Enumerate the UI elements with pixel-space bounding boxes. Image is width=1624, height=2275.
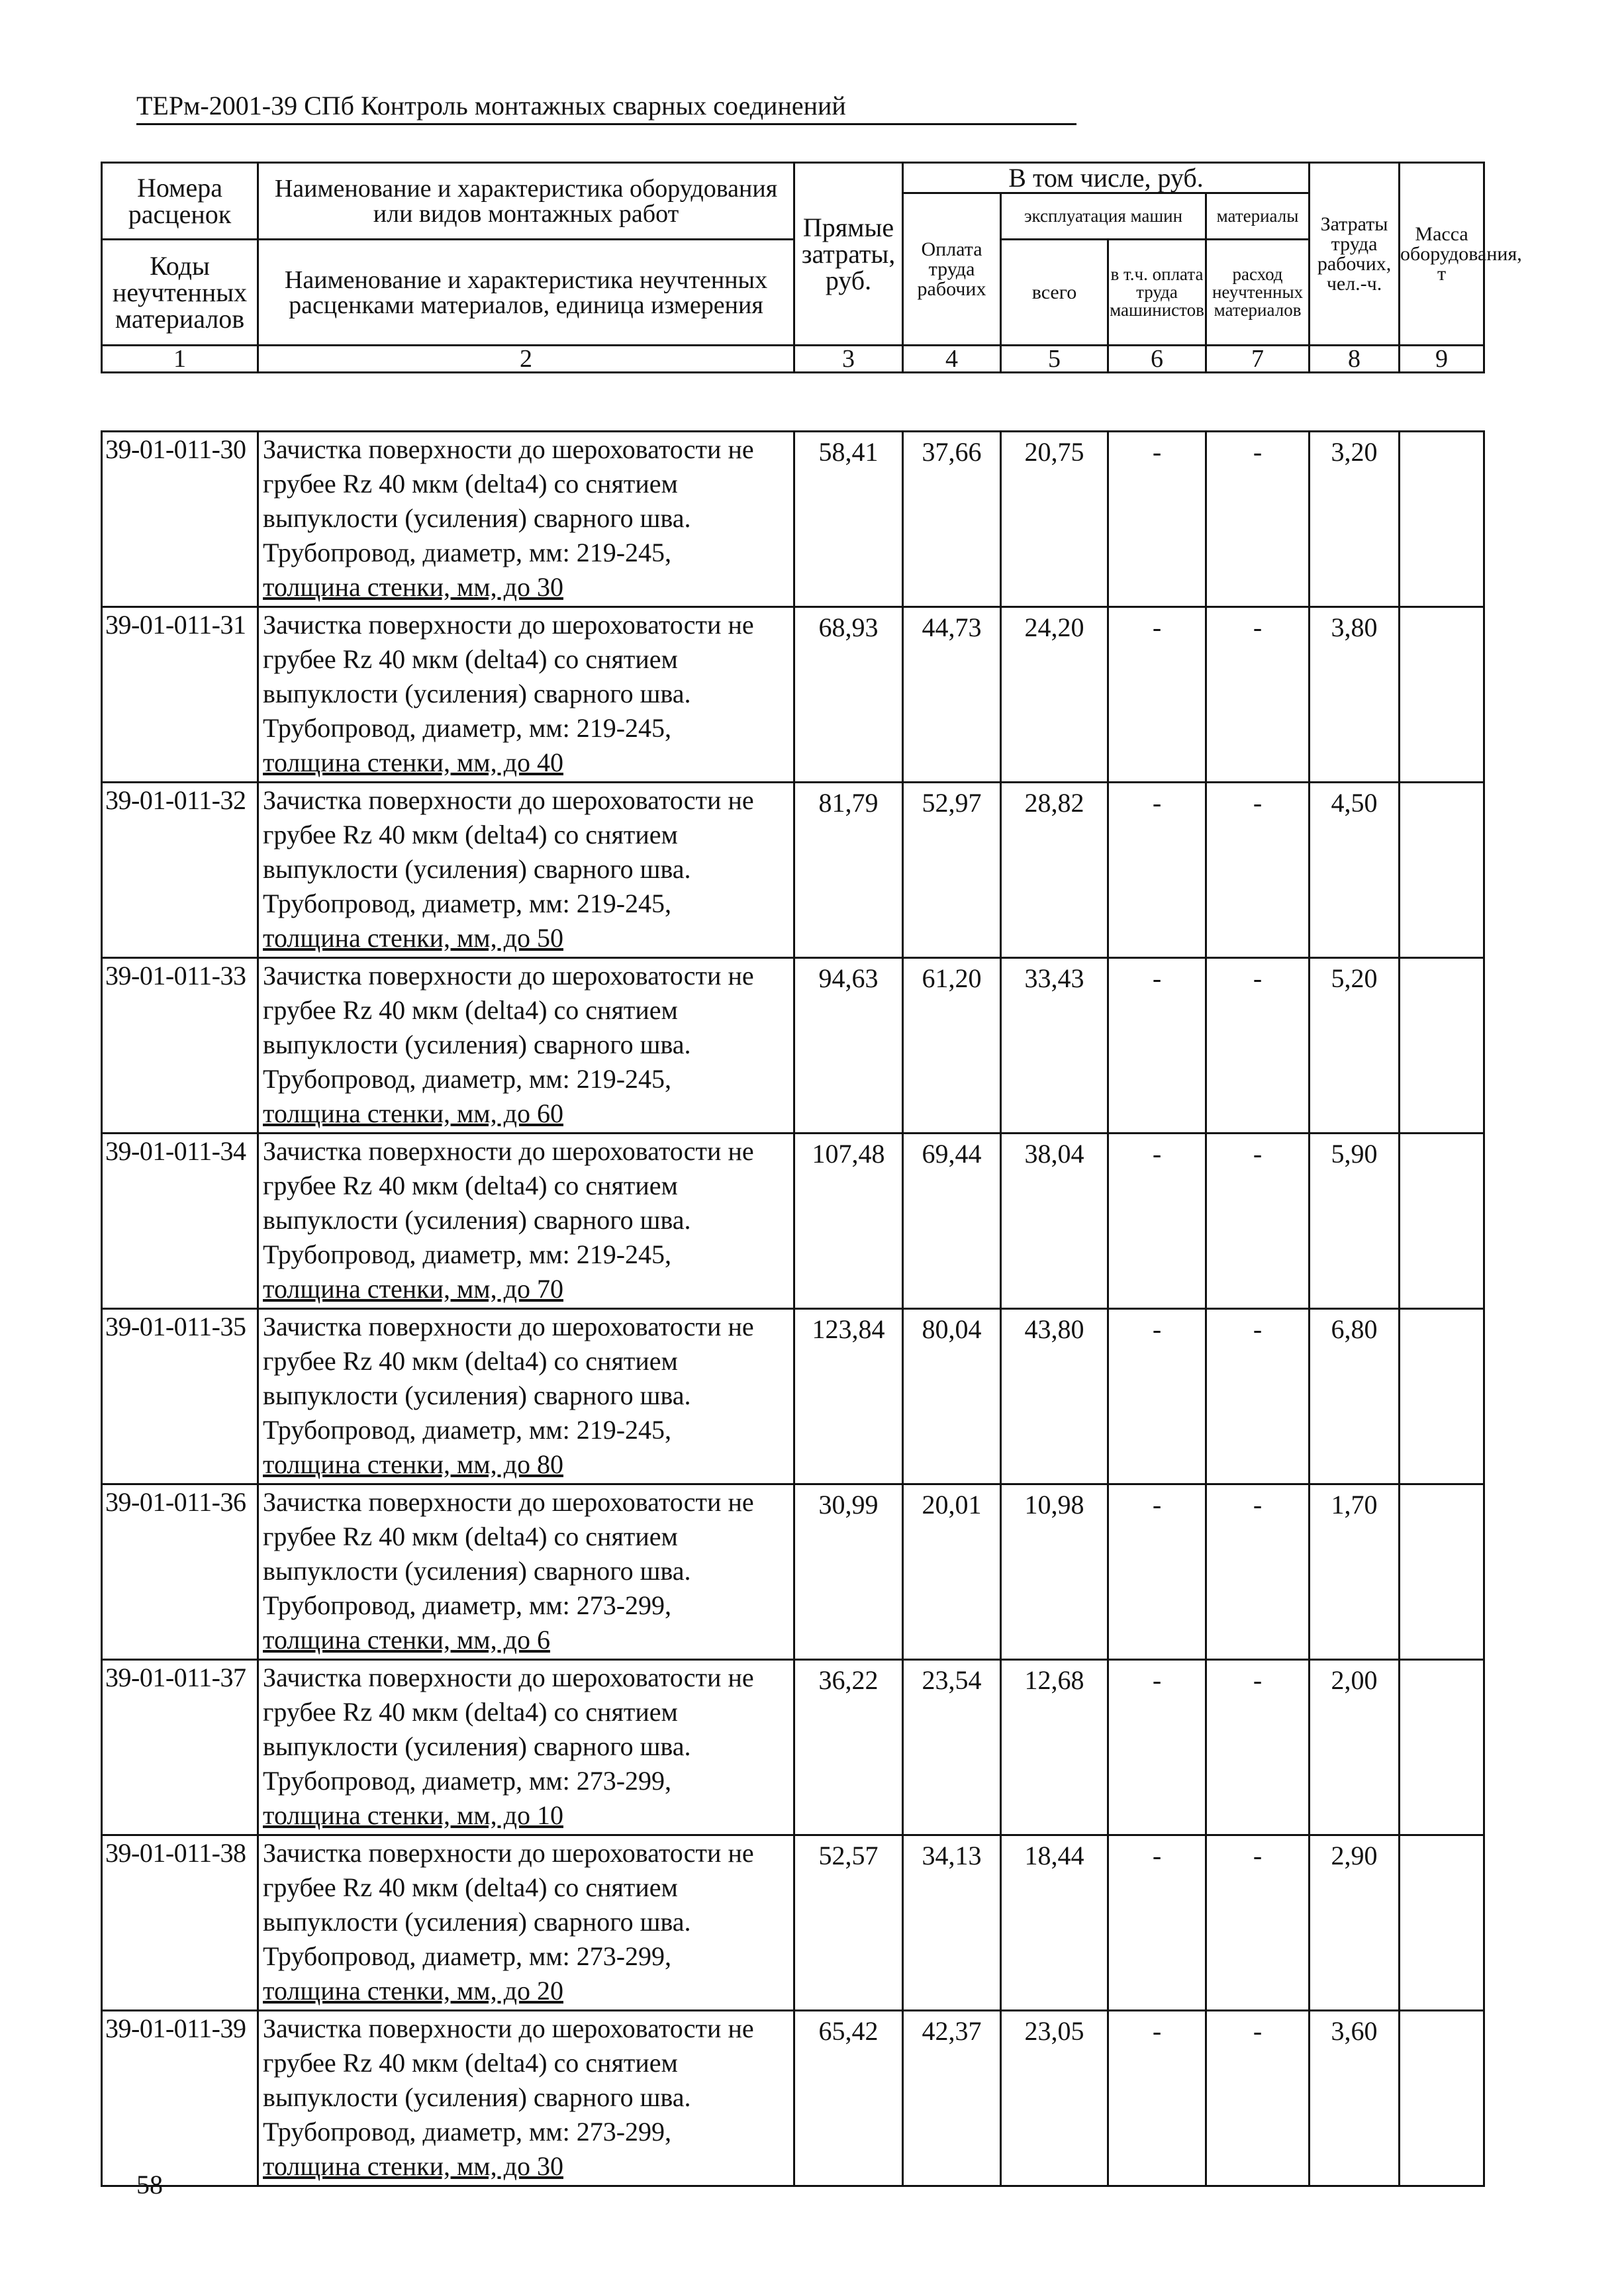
rate-description-cell — [258, 2011, 794, 2186]
col-materials-name-header: Наименование и характеристика неучтенных расценками материалов, единица измерения — [258, 240, 794, 346]
table-row — [102, 1660, 1484, 1835]
description-line: грубее Rz 40 мкм (delta4) со снятием — [263, 644, 678, 674]
rate-description-cell — [258, 1835, 794, 2011]
labor-pay-cell: 52,97 — [903, 783, 1001, 958]
col-rates-header: Номера расценок — [102, 163, 258, 240]
machinist-pay-cell: - — [1108, 783, 1206, 958]
rate-code-cell: 39-01-011-36 — [102, 1484, 258, 1660]
description-line: грубее Rz 40 мкм (delta4) со снятием — [263, 1346, 678, 1376]
direct-costs-cell: 52,57 — [794, 1835, 903, 2011]
table-row — [102, 958, 1484, 1134]
labor-pay-cell: 69,44 — [903, 1134, 1001, 1309]
page-title: ТЕРм-2001-39 СПб Контроль монтажных сварных соединений — [136, 90, 1076, 125]
machinist-pay-cell: - — [1108, 958, 1206, 1134]
description-line: выпуклости (усиления) сварного шва. — [263, 1731, 691, 1761]
direct-costs-cell: 58,41 — [794, 432, 903, 607]
col-labor-hours-header: Затраты труда рабочих, чел.-ч. — [1310, 163, 1400, 346]
col-machinist-pay-header: в т.ч. оплата труда машинистов — [1108, 240, 1206, 346]
labor-hours-cell: 1,70 — [1310, 1484, 1400, 1660]
col-direct-costs-header: Прямые затраты, руб. — [794, 163, 903, 346]
direct-costs-cell: 107,48 — [794, 1134, 903, 1309]
machines-total-cell: 33,43 — [1001, 958, 1108, 1134]
table-row — [102, 783, 1484, 958]
description-line: выпуклости (усиления) сварного шва. — [263, 503, 691, 533]
table-row — [102, 432, 1484, 607]
description-line: грубее Rz 40 мкм (delta4) со снятием — [263, 469, 678, 499]
direct-costs-cell: 65,42 — [794, 2011, 903, 2186]
col-number: 3 — [794, 346, 903, 373]
labor-pay-cell: 61,20 — [903, 958, 1001, 1134]
description-line: грубее Rz 40 мкм (delta4) со снятием — [263, 995, 678, 1025]
col-material-consumption-header: расход неучтенных материалов — [1206, 240, 1310, 346]
table-row — [102, 1309, 1484, 1484]
table-row — [102, 1134, 1484, 1309]
rate-description-cell — [258, 958, 794, 1134]
rate-code-cell: 39-01-011-31 — [102, 607, 258, 783]
labor-hours-cell: 2,90 — [1310, 1835, 1400, 2011]
machinist-pay-cell: - — [1108, 1309, 1206, 1484]
description-line: толщина стенки, мм, до 40 — [263, 748, 563, 777]
description-line: Трубопровод, диаметр, мм: 273-299, — [263, 1941, 672, 1971]
description-line: Трубопровод, диаметр, мм: 273-299, — [263, 1766, 672, 1796]
description-line: Зачистка поверхности до шероховатости не — [263, 610, 754, 640]
labor-pay-cell: 20,01 — [903, 1484, 1001, 1660]
col-number: 5 — [1001, 346, 1108, 373]
mass-cell — [1400, 1484, 1484, 1660]
description-line: выпуклости (усиления) сварного шва. — [263, 854, 691, 884]
description-line: толщина стенки, мм, до 80 — [263, 1449, 563, 1479]
material-consumption-cell: - — [1206, 1309, 1310, 1484]
description-line: толщина стенки, мм, до 6 — [263, 1625, 550, 1655]
description-line: выпуклости (усиления) сварного шва. — [263, 1556, 691, 1586]
rate-description-cell — [258, 1134, 794, 1309]
labor-pay-cell: 44,73 — [903, 607, 1001, 783]
mass-cell — [1400, 432, 1484, 607]
col-machines-header: эксплуатация машин — [1001, 193, 1206, 240]
col-number: 8 — [1310, 346, 1400, 373]
machinist-pay-cell: - — [1108, 2011, 1206, 2186]
labor-hours-cell: 5,20 — [1310, 958, 1400, 1134]
description-line: Зачистка поверхности до шероховатости не — [263, 2013, 754, 2043]
mass-cell — [1400, 1134, 1484, 1309]
direct-costs-cell: 94,63 — [794, 958, 903, 1134]
rate-code-cell: 39-01-011-34 — [102, 1134, 258, 1309]
description-line: выпуклости (усиления) сварного шва. — [263, 1030, 691, 1059]
description-line: Зачистка поверхности до шероховатости не — [263, 1663, 754, 1692]
machines-total-cell: 20,75 — [1001, 432, 1108, 607]
rate-code-cell: 39-01-011-39 — [102, 2011, 258, 2186]
direct-costs-cell: 123,84 — [794, 1309, 903, 1484]
description-line: выпуклости (усиления) сварного шва. — [263, 2082, 691, 2112]
table-row — [102, 607, 1484, 783]
description-line: Трубопровод, диаметр, мм: 219-245, — [263, 889, 672, 918]
machines-total-cell: 12,68 — [1001, 1660, 1108, 1835]
labor-hours-cell: 6,80 — [1310, 1309, 1400, 1484]
machines-total-cell: 43,80 — [1001, 1309, 1108, 1484]
description-line: толщина стенки, мм, до 70 — [263, 1274, 563, 1304]
rate-code-cell: 39-01-011-33 — [102, 958, 258, 1134]
machinist-pay-cell: - — [1108, 1134, 1206, 1309]
description-line: выпуклости (усиления) сварного шва. — [263, 1380, 691, 1410]
direct-costs-cell: 36,22 — [794, 1660, 903, 1835]
table-row — [102, 1484, 1484, 1660]
rate-description-cell — [258, 783, 794, 958]
description-line: Трубопровод, диаметр, мм: 273-299, — [263, 1590, 672, 1620]
mass-cell — [1400, 1309, 1484, 1484]
direct-costs-cell: 68,93 — [794, 607, 903, 783]
machinist-pay-cell: - — [1108, 432, 1206, 607]
rate-description-cell — [258, 1660, 794, 1835]
table-row — [102, 2011, 1484, 2186]
material-consumption-cell: - — [1206, 1484, 1310, 1660]
description-line: Зачистка поверхности до шероховатости не — [263, 961, 754, 991]
material-consumption-cell: - — [1206, 958, 1310, 1134]
labor-hours-cell: 5,90 — [1310, 1134, 1400, 1309]
machinist-pay-cell: - — [1108, 1484, 1206, 1660]
col-labor-pay-header: Оплата труда рабочих — [903, 193, 1001, 346]
mass-cell — [1400, 783, 1484, 958]
material-consumption-cell: - — [1206, 432, 1310, 607]
col-name-header: Наименование и характеристика оборудования или видов монтажных работ — [258, 163, 794, 240]
machines-total-cell: 28,82 — [1001, 783, 1108, 958]
machines-total-cell: 24,20 — [1001, 607, 1108, 783]
machines-total-cell: 18,44 — [1001, 1835, 1108, 2011]
col-mass-header: Масса оборудования, т — [1400, 163, 1484, 346]
description-line: Трубопровод, диаметр, мм: 219-245, — [263, 1064, 672, 1094]
description-line: Зачистка поверхности до шероховатости не — [263, 434, 754, 464]
labor-pay-cell: 42,37 — [903, 2011, 1001, 2186]
description-line: Зачистка поверхности до шероховатости не — [263, 1487, 754, 1517]
description-line: грубее Rz 40 мкм (delta4) со снятием — [263, 1171, 678, 1200]
material-consumption-cell: - — [1206, 2011, 1310, 2186]
col-group-header: В том числе, руб. — [903, 163, 1310, 193]
machinist-pay-cell: - — [1108, 1660, 1206, 1835]
table-row — [102, 1835, 1484, 2011]
direct-costs-cell: 81,79 — [794, 783, 903, 958]
machinist-pay-cell: - — [1108, 607, 1206, 783]
mass-cell — [1400, 607, 1484, 783]
rate-description-cell — [258, 607, 794, 783]
description-line: выпуклости (усиления) сварного шва. — [263, 1205, 691, 1235]
material-consumption-cell: - — [1206, 1134, 1310, 1309]
description-line: грубее Rz 40 мкм (delta4) со снятием — [263, 1522, 678, 1551]
rates-table — [101, 430, 1485, 2187]
col-number: 7 — [1206, 346, 1310, 373]
col-number: 6 — [1108, 346, 1206, 373]
rate-code-cell: 39-01-011-35 — [102, 1309, 258, 1484]
description-line: Трубопровод, диаметр, мм: 219-245, — [263, 1239, 672, 1269]
rate-description-cell — [258, 1484, 794, 1660]
machines-total-cell: 10,98 — [1001, 1484, 1108, 1660]
description-line: Трубопровод, диаметр, мм: 219-245, — [263, 1415, 672, 1445]
labor-hours-cell: 3,60 — [1310, 2011, 1400, 2186]
rate-code-cell: 39-01-011-30 — [102, 432, 258, 607]
description-line: толщина стенки, мм, до 50 — [263, 923, 563, 953]
description-line: толщина стенки, мм, до 60 — [263, 1098, 563, 1128]
material-consumption-cell: - — [1206, 1660, 1310, 1835]
col-number: 2 — [258, 346, 794, 373]
col-number: 1 — [102, 346, 258, 373]
direct-costs-cell: 30,99 — [794, 1484, 903, 1660]
rate-code-cell: 39-01-011-32 — [102, 783, 258, 958]
mass-cell — [1400, 2011, 1484, 2186]
description-line: выпуклости (усиления) сварного шва. — [263, 1907, 691, 1937]
description-line: толщина стенки, мм, до 10 — [263, 1800, 563, 1830]
description-line: выпуклости (усиления) сварного шва. — [263, 679, 691, 708]
col-materials-header: материалы — [1206, 193, 1310, 240]
description-line: толщина стенки, мм, до 30 — [263, 2151, 563, 2181]
description-line: Зачистка поверхности до шероховатости не — [263, 1312, 754, 1341]
machinist-pay-cell: - — [1108, 1835, 1206, 2011]
machines-total-cell: 38,04 — [1001, 1134, 1108, 1309]
machines-total-cell: 23,05 — [1001, 2011, 1108, 2186]
labor-pay-cell: 37,66 — [903, 432, 1001, 607]
labor-pay-cell: 34,13 — [903, 1835, 1001, 2011]
rate-description-cell — [258, 1309, 794, 1484]
labor-hours-cell: 2,00 — [1310, 1660, 1400, 1835]
labor-pay-cell: 23,54 — [903, 1660, 1001, 1835]
description-line: Трубопровод, диаметр, мм: 219-245, — [263, 713, 672, 743]
description-line: Трубопровод, диаметр, мм: 273-299, — [263, 2117, 672, 2147]
material-consumption-cell: - — [1206, 1835, 1310, 2011]
labor-hours-cell: 4,50 — [1310, 783, 1400, 958]
labor-hours-cell: 3,20 — [1310, 432, 1400, 607]
page-number: 58 — [136, 2170, 163, 2200]
rate-description-cell — [258, 432, 794, 607]
labor-pay-cell: 80,04 — [903, 1309, 1001, 1484]
description-line: грубее Rz 40 мкм (delta4) со снятием — [263, 2048, 678, 2078]
table-header — [101, 162, 1522, 373]
description-line: Трубопровод, диаметр, мм: 219-245, — [263, 538, 672, 567]
col-number: 4 — [903, 346, 1001, 373]
rate-code-cell: 39-01-011-37 — [102, 1660, 258, 1835]
col-machines-total-header: всего — [1001, 240, 1108, 346]
description-line: толщина стенки, мм, до 30 — [263, 572, 563, 602]
col-codes-header: Коды неучтенных материалов — [102, 240, 258, 346]
rate-code-cell: 39-01-011-38 — [102, 1835, 258, 2011]
mass-cell — [1400, 1660, 1484, 1835]
description-line: грубее Rz 40 мкм (delta4) со снятием — [263, 820, 678, 849]
description-line: Зачистка поверхности до шероховатости не — [263, 1136, 754, 1166]
labor-hours-cell: 3,80 — [1310, 607, 1400, 783]
description-line: Зачистка поверхности до шероховатости не — [263, 785, 754, 815]
description-line: грубее Rz 40 мкм (delta4) со снятием — [263, 1697, 678, 1727]
mass-cell — [1400, 1835, 1484, 2011]
description-line: Зачистка поверхности до шероховатости не — [263, 1838, 754, 1868]
description-line: толщина стенки, мм, до 20 — [263, 1976, 563, 2006]
material-consumption-cell: - — [1206, 783, 1310, 958]
col-number: 9 — [1400, 346, 1484, 373]
description-line: грубее Rz 40 мкм (delta4) со снятием — [263, 1872, 678, 1902]
material-consumption-cell: - — [1206, 607, 1310, 783]
mass-cell — [1400, 958, 1484, 1134]
